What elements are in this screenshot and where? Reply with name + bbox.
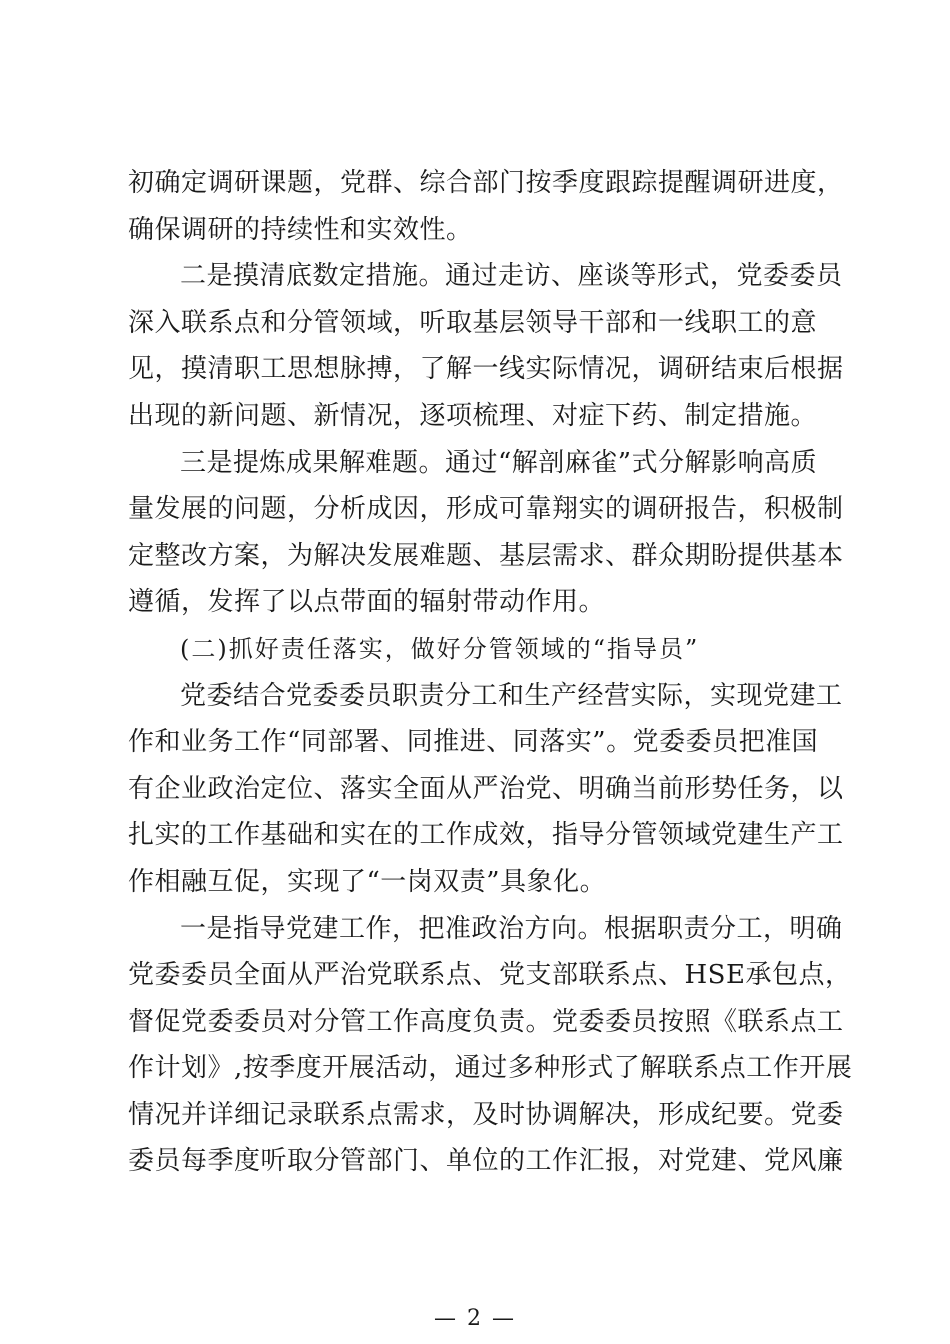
page-number: — 2 — bbox=[434, 1306, 516, 1331]
text-line: 情况并详细记录联系点需求，及时协调解决，形成纪要。党委 bbox=[128, 1099, 844, 1130]
text-line: 党委委员全面从严治党联系点、党支部联系点、HSE承包点， bbox=[128, 960, 852, 991]
text-line: 委员每季度听取分管部门、单位的工作汇报，对党建、党风廉 bbox=[128, 1146, 844, 1177]
text-line: 作和业务工作“同部署、同推进、同落实”。党委委员把准国 bbox=[128, 727, 819, 758]
text-line: 作计划》,按季度开展活动，通过多种形式了解联系点工作开展 bbox=[128, 1053, 853, 1084]
paragraph-1 bbox=[128, 160, 844, 253]
paragraph-5 bbox=[128, 906, 853, 1186]
text-line: 见，摸清职工思想脉搏，了解一线实际情况，调研结束后根据 bbox=[128, 354, 844, 385]
text-line: 深入联系点和分管领域，听取基层领导干部和一线职工的意 bbox=[128, 307, 818, 338]
text-line: 有企业政治定位、落实全面从严治党、明确当前形势任务，以 bbox=[128, 773, 844, 804]
paragraph-4 bbox=[128, 673, 844, 906]
text-line: 出现的新问题、新情况，逐项梳理、对症下药、制定措施。 bbox=[128, 400, 818, 431]
text-line: 三是提炼成果解难题。通过“解剖麻雀”式分解影响高质 bbox=[180, 447, 818, 478]
paragraph-3 bbox=[128, 440, 844, 626]
text-line: 定整改方案，为解决发展难题、基层需求、群众期盼提供基本 bbox=[128, 540, 844, 571]
text-line: 量发展的问题，分析成因，形成可靠翔实的调研报告，积极制 bbox=[128, 494, 844, 525]
text-line: 扎实的工作基础和实在的工作成效，指导分管领域党建生产工 bbox=[128, 820, 844, 851]
text-line: 作相融互促，实现了“一岗双责”具象化。 bbox=[128, 866, 607, 897]
text-line: 确保调研的持续性和实效性。 bbox=[128, 214, 473, 245]
text-line: 一是指导党建工作，把准政治方向。根据职责分工，明确 bbox=[180, 913, 843, 944]
section-heading bbox=[128, 626, 828, 673]
text-line: 初确定调研课题，党群、综合部门按季度跟踪提醒调研进度， bbox=[128, 168, 844, 198]
text-line: 二是摸清底数定措施。通过走访、座谈等形式，党委委员 bbox=[180, 261, 843, 292]
paragraph-2 bbox=[128, 253, 844, 439]
document-body bbox=[128, 160, 853, 1185]
heading-text: (二)抓好责任落实，做好分管领域的“指导员” bbox=[180, 634, 700, 663]
text-line: 党委结合党委委员职责分工和生产经营实际，实现党建工 bbox=[180, 680, 843, 711]
text-line: 督促党委委员对分管工作高度负责。党委委员按照《联系点工 bbox=[128, 1006, 844, 1037]
text-line: 遵循，发挥了以点带面的辐射带动作用。 bbox=[128, 587, 606, 618]
